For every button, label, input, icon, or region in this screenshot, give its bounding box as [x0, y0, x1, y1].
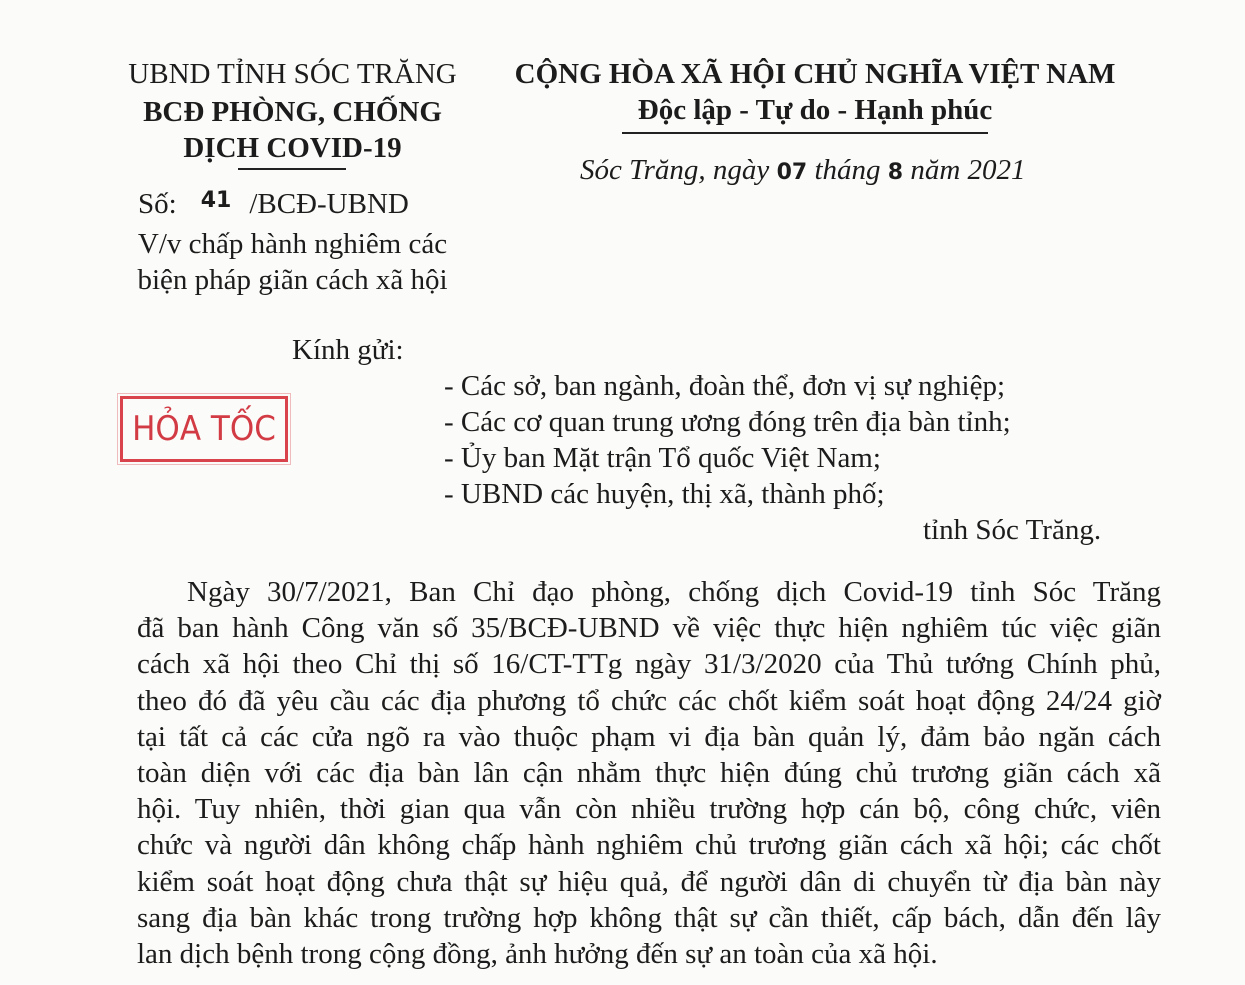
body-line: theo đó đã yêu cầu các địa phương tổ chức các chốt kiểm soát hoạt động 24/24 giờ [137, 684, 1161, 717]
document-number-suffix: /BCĐ-UBND [249, 188, 409, 220]
recipient-item: - Các cơ quan trung ương đóng trên địa bàn tỉnh; [444, 406, 1011, 438]
national-motto: Độc lập - Tự do - Hạnh phúc [637, 94, 993, 126]
subject-line1: V/v chấp hành nghiêm các [137, 228, 448, 260]
body-line: toàn diện với các địa bàn lân cận nhằm thực hiện đúng chủ trương giãn cách xã [137, 757, 1161, 790]
date-place: Sóc Trăng, ngày [580, 154, 770, 186]
body-line: lan dịch bệnh trong cộng đồng, ảnh hưởng đến sự an toàn của xã hội. [137, 938, 938, 971]
date-month-label: tháng [814, 154, 881, 186]
date-month: 8 [887, 160, 904, 185]
recipient-item: - Các sở, ban ngành, đoàn thể, đơn vị sự nghiệp; [444, 370, 1006, 402]
salutation: Kính gửi: [292, 334, 404, 366]
document-subject [100, 226, 485, 298]
national-title: CỘNG HÒA XÃ HỘI CHỦ NGHĨA VIỆT NAM [514, 58, 1116, 90]
body-line: chức và người dân không chấp hành nghiêm chủ trương giãn cách xã hội; các chốt [137, 829, 1161, 862]
body-line: kiểm soát hoạt động chưa thật sự hiệu quả, để người dân di chuyển từ địa bàn này [137, 865, 1161, 898]
date-year: năm 2021 [910, 154, 1026, 186]
body-paragraph [137, 574, 1161, 972]
body-line: tại tất cả các cửa ngõ ra vào thuộc phạm vi địa bàn quản lý, đảm bảo ngăn cách [137, 720, 1161, 753]
body-line: sang địa bàn khác trong trường hợp không thật sự cần thiết, cấp bách, dẫn đến lây [137, 901, 1161, 934]
issuing-authority: UBND TỈNH SÓC TRĂNG [128, 58, 457, 90]
body-line: hội. Tuy nhiên, thời gian qua vẫn còn nhiều trường hợp cán bộ, công chức, viên [137, 793, 1161, 826]
body-line: Ngày 30/7/2021, Ban Chỉ đạo phòng, chống dịch Covid-19 tỉnh Sóc Trăng [187, 576, 1161, 608]
motto-underline [622, 132, 988, 134]
issuing-committee-line1: BCĐ PHÒNG, CHỐNG [143, 96, 442, 128]
authority-underline [238, 168, 346, 170]
document-number-prefix: Số: [138, 188, 177, 220]
body-line: đã ban hành Công văn số 35/BCĐ-UBND về việc thực hiện nghiêm túc việc giãn [137, 612, 1161, 645]
issuing-committee-line2: DỊCH COVID-19 [183, 132, 402, 164]
subject-line2: biện pháp giãn cách xã hội [137, 264, 448, 296]
date-day: 07 [776, 160, 808, 185]
body-line: cách xã hội theo Chỉ thị số 16/CT-TTg ngày 31/3/2020 của Thủ tướng Chính phủ, [137, 648, 1161, 681]
recipient-item: - Ủy ban Mặt trận Tổ quốc Việt Nam; [444, 442, 881, 474]
recipient-item: - UBND các huyện, thị xã, thành phố; [444, 478, 885, 510]
document-number [138, 188, 409, 221]
urgent-stamp-label: HỎA TỐC [132, 409, 276, 449]
recipient-province: tỉnh Sóc Trăng. [923, 514, 1102, 546]
document-number-value: 41 [200, 188, 232, 213]
place-and-date [580, 154, 1026, 187]
issuing-committee [100, 94, 485, 166]
urgent-stamp [120, 396, 288, 462]
